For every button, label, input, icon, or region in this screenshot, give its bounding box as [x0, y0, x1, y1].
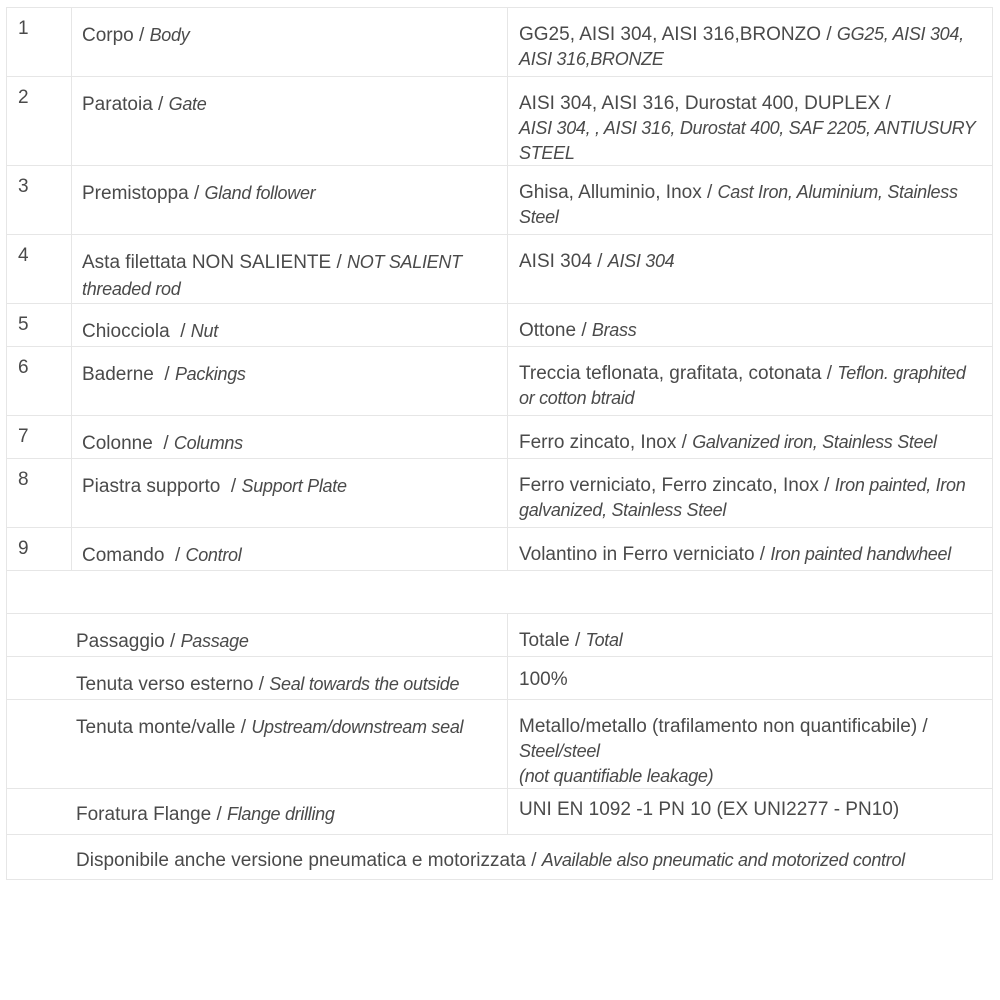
material-en: Galvanized iron, Stainless Steel	[692, 432, 937, 452]
spec-value: Metallo/metallo (trafilamento non quantificabile) / Steel/steel (not quantifiable leakage)	[519, 716, 928, 786]
spec-value-en-note: (not quantifiable leakage)	[519, 766, 714, 786]
material-en: GG25, AISI 304, AISI 316,BRONZE	[519, 24, 964, 69]
part-name-it: Piastra supporto	[82, 476, 221, 497]
material-en: AISI 304, , AISI 316, Durostat 400, SAF 2205, ANTIUSURY STEEL	[519, 118, 976, 163]
material-it: Ferro zincato, Inox	[519, 432, 677, 453]
spec-row	[7, 788, 992, 834]
spec-label-en: Upstream/downstream seal	[251, 717, 464, 737]
spec-label-en: Passage	[180, 631, 249, 651]
part-name-it: Asta filettata NON SALIENTE	[82, 252, 332, 273]
part-name-it: Baderne	[82, 364, 154, 385]
spec-value-en: Steel/steel	[519, 741, 600, 761]
table-row	[7, 415, 992, 458]
item-number: 9	[7, 528, 72, 570]
material-it: AISI 304	[519, 251, 592, 272]
item-number: 8	[7, 459, 72, 527]
item-number: 3	[7, 166, 72, 234]
part-name-it: Chiocciola	[82, 321, 170, 342]
spec-value-it: UNI EN 1092 -1 PN 10 (EX UNI2277 - PN10)	[519, 799, 900, 820]
spec-value-en: Total	[585, 630, 623, 650]
spec-label-en: Seal towards the outside	[269, 674, 460, 694]
footer-note: Disponibile anche versione pneumatica e motorizzata / Available also pneumatic and motorized control	[76, 850, 905, 871]
part-description: Colonne / Columns	[72, 416, 508, 458]
part-description: Baderne / Packings	[72, 347, 508, 415]
table-row	[7, 458, 992, 527]
spec-value-it: Totale	[519, 630, 570, 651]
material-it: AISI 304, AISI 316, Durostat 400, DUPLEX	[519, 93, 881, 114]
table-row	[7, 165, 992, 234]
material-description: Ferro zincato, Inox / Galvanized iron, Stainless Steel	[519, 432, 937, 453]
part-name-it: Premistoppa	[82, 183, 189, 204]
part-name-it: Colonne	[82, 433, 153, 454]
spec-row	[7, 613, 992, 656]
materials-table	[6, 7, 993, 880]
material-en: AISI 304	[607, 251, 675, 271]
spec-value-it: Metallo/metallo (trafilamento non quantificabile)	[519, 716, 918, 737]
spec-value-it: 100%	[519, 669, 568, 690]
material-it: Treccia teflonata, grafitata, cotonata	[519, 363, 822, 384]
material-description: GG25, AISI 304, AISI 316,BRONZO / GG25, AISI 304, AISI 316,BRONZE	[519, 24, 964, 69]
part-name-en: Nut	[190, 321, 218, 341]
part-description: Piastra supporto / Support Plate	[72, 459, 508, 527]
spec-label: Tenuta monte/valle / Upstream/downstream seal	[7, 700, 508, 788]
table-row	[7, 234, 992, 303]
material-en: Iron painted handwheel	[770, 544, 951, 564]
material-description: AISI 304 / AISI 304	[519, 251, 675, 272]
part-name-en: NOT SALIENT threaded rod	[82, 252, 462, 299]
spec-row	[7, 699, 992, 788]
material-description: Ferro verniciato, Ferro zincato, Inox / Iron painted, Iron galvanized, Stainless Steel	[519, 475, 966, 520]
spec-value	[508, 657, 992, 699]
table-row	[7, 76, 992, 165]
material-it: Volantino in Ferro verniciato	[519, 544, 755, 565]
spec-label-it: Tenuta verso esterno	[76, 674, 254, 695]
part-name-en: Packings	[174, 364, 246, 384]
item-number: 5	[7, 304, 72, 346]
table-row	[7, 346, 992, 415]
footer-note-it: Disponibile anche versione pneumatica e motorizzata	[76, 850, 526, 871]
spec-value	[508, 789, 992, 834]
part-description: Corpo / Body	[72, 8, 508, 76]
spec-label: Foratura Flange / Flange drilling	[7, 789, 508, 834]
part-description: Comando / Control	[72, 528, 508, 570]
material-description: Ghisa, Alluminio, Inox / Cast Iron, Aluminium, Stainless Steel	[519, 182, 958, 227]
material-it: GG25, AISI 304, AISI 316,BRONZO	[519, 24, 822, 45]
spec-label-it: Foratura Flange	[76, 804, 212, 825]
spec-label: Tenuta verso esterno / Seal towards the outside	[7, 657, 508, 699]
material-it: Ferro verniciato, Ferro zincato, Inox	[519, 475, 819, 496]
part-name-it: Comando	[82, 545, 165, 566]
item-number: 1	[7, 8, 72, 76]
material-description: Volantino in Ferro verniciato / Iron painted handwheel	[519, 544, 951, 565]
material-en: Iron painted, Iron galvanized, Stainless Steel	[519, 475, 966, 520]
part-name-it: Corpo	[82, 25, 134, 46]
material-en: Teflon. graphited or cotton btraid	[519, 363, 966, 408]
material-it: Ottone	[519, 320, 577, 341]
footer-note-en: Available also pneumatic and motorized control	[541, 850, 905, 870]
spec-label: Passaggio / Passage	[7, 614, 508, 656]
part-description: Chiocciola / Nut	[72, 304, 508, 346]
table-row	[7, 7, 992, 76]
part-name-en: Columns	[173, 433, 243, 453]
part-description: Paratoia / Gate	[72, 77, 508, 165]
item-number: 7	[7, 416, 72, 458]
part-name-en: Gate	[168, 94, 207, 114]
material-description: Treccia teflonata, grafitata, cotonata / Teflon. graphited or cotton btraid	[519, 363, 966, 408]
material-en: Cast Iron, Aluminium, Stainless Steel	[519, 182, 958, 227]
separator-row	[7, 570, 992, 613]
spec-label-it: Passaggio	[76, 631, 165, 652]
material-it: Ghisa, Alluminio, Inox	[519, 182, 702, 203]
material-description: Ottone / Brass	[519, 320, 637, 341]
spec-label-it: Tenuta monte/valle	[76, 717, 236, 738]
spec-value: Totale / Total	[519, 630, 623, 651]
part-description: Premistoppa / Gland follower	[72, 166, 508, 234]
spec-label-en: Flange drilling	[227, 804, 335, 824]
table-row	[7, 303, 992, 346]
part-name-it: Paratoia	[82, 94, 153, 115]
part-description: Asta filettata NON SALIENTE / NOT SALIENT threaded rod	[72, 235, 508, 303]
part-name-en: Body	[149, 25, 190, 45]
spec-row	[7, 656, 992, 699]
item-number: 4	[7, 235, 72, 303]
item-number: 2	[7, 77, 72, 165]
part-name-en: Gland follower	[204, 183, 316, 203]
footer-note-row	[7, 834, 992, 880]
material-description: AISI 304, AISI 316, Durostat 400, DUPLEX / AISI 304, , AISI 316, Durostat 400, SAF 2205, ANTIUSURY STEEL	[519, 93, 976, 163]
material-en: Brass	[591, 320, 637, 340]
table-row	[7, 527, 992, 570]
part-name-en: Control	[185, 545, 242, 565]
item-number: 6	[7, 347, 72, 415]
part-name-en: Support Plate	[241, 476, 347, 496]
